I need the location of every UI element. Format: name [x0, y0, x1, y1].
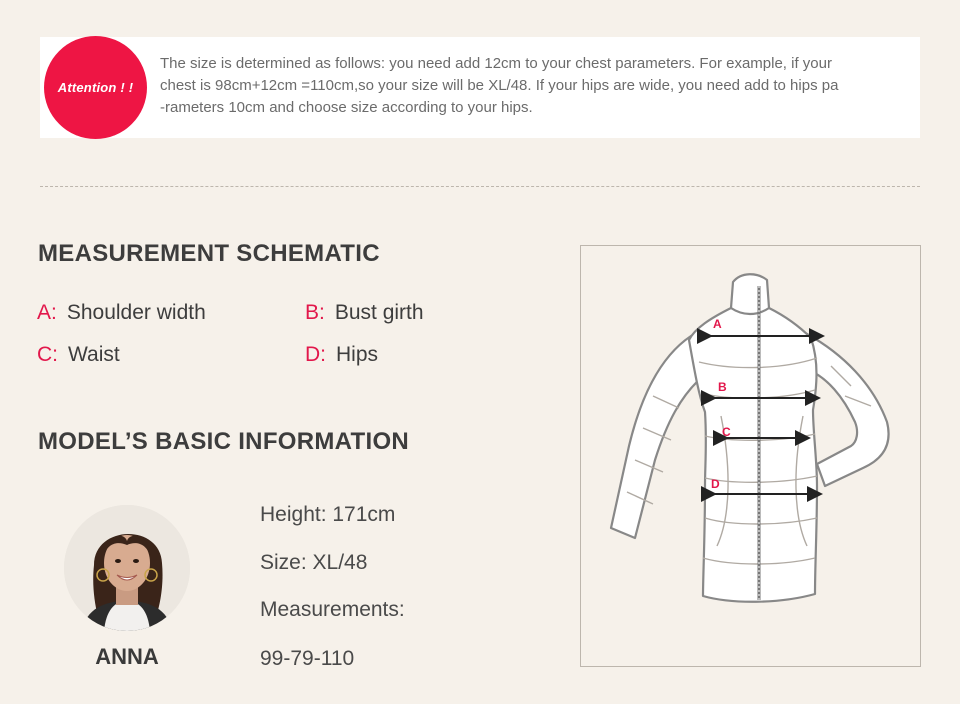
- schematic-label-c: C: [722, 425, 731, 439]
- legend-item-hips: [305, 343, 378, 367]
- schematic-label-b: B: [718, 380, 727, 394]
- attention-badge-label: Attention ! !: [57, 80, 134, 95]
- legend-letter: C:: [37, 343, 58, 366]
- model-size: Size: XL/48: [260, 551, 368, 574]
- model-measurements-value: 99-79-110: [260, 647, 355, 670]
- model-height: Height: 171cm: [260, 503, 396, 526]
- schematic-frame: [580, 245, 921, 667]
- legend-letter: A:: [37, 301, 57, 324]
- attention-line: -rameters 10cm and choose size according to your hips.: [160, 99, 533, 116]
- legend-item-shoulder: [37, 301, 206, 325]
- schematic-label-a: A: [713, 317, 722, 331]
- legend-letter: B:: [305, 301, 325, 324]
- legend-item-bust: [305, 301, 424, 325]
- legend-letter: D:: [305, 343, 326, 366]
- attention-text: [160, 53, 902, 119]
- coat-schematic: [581, 246, 920, 666]
- attention-badge: [44, 36, 147, 139]
- legend-item-waist: [37, 343, 120, 367]
- model-name: ANNA: [95, 644, 159, 669]
- model-info-title: MODEL’S BASIC INFORMATION: [38, 428, 410, 455]
- model-photo: [64, 505, 190, 631]
- legend-label: Shoulder width: [66, 301, 206, 324]
- model-measurements-label: Measurements:: [260, 598, 405, 621]
- schematic-label-d: D: [711, 477, 720, 491]
- legend-label: Hips: [336, 343, 379, 366]
- attention-line: chest is 98cm+12cm =110cm,so your size will be XL/48. If your hips are wide, you need add to hips pa: [160, 77, 839, 94]
- legend-label: Waist: [68, 343, 120, 366]
- legend-label: Bust girth: [334, 301, 424, 324]
- section-divider: [40, 186, 920, 187]
- measurement-title: MEASUREMENT SCHEMATIC: [38, 240, 380, 267]
- attention-line: The size is determined as follows: you need add 12cm to your chest parameters. For example, if your: [160, 55, 832, 72]
